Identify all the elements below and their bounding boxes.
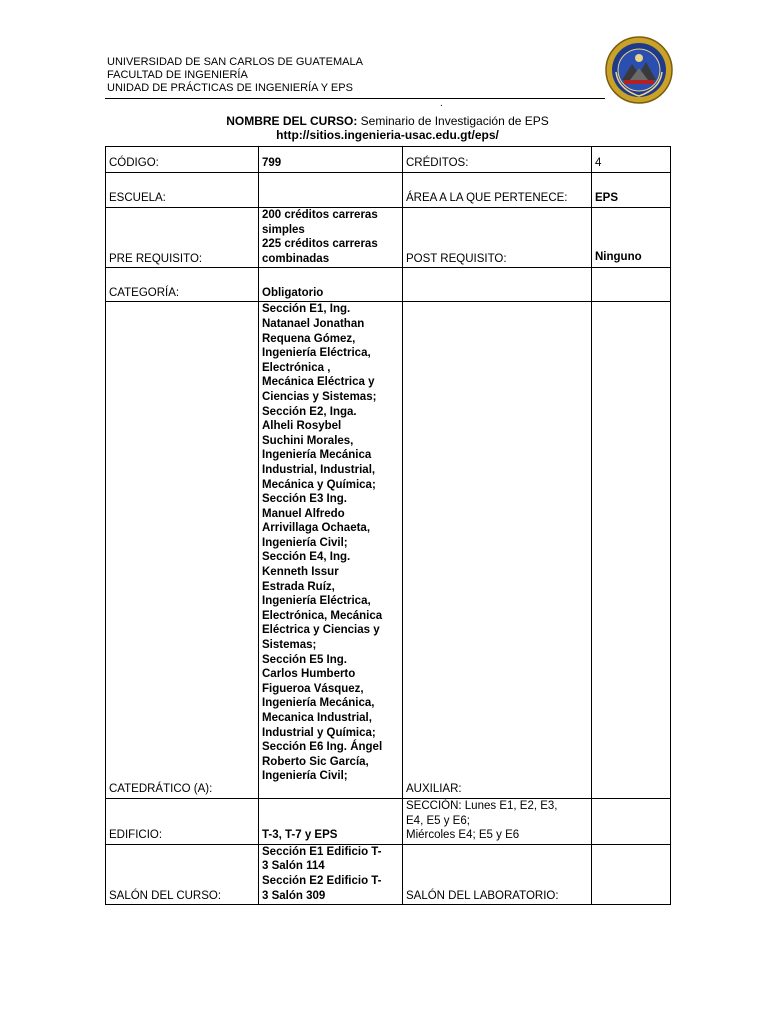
- categoria-empty-cell: [403, 268, 592, 302]
- unit-name: UNIDAD DE PRÁCTICAS DE INGENIERÍA Y EPS: [107, 82, 353, 94]
- seccion-value: [403, 798, 592, 844]
- catedratico-line: Ingeniería Mecánica: [262, 449, 372, 462]
- catedratico-line: Ciencias y Sistemas;: [262, 390, 377, 403]
- catedratico-line: Electrónica, Mecánica: [262, 609, 383, 622]
- postreq-value: Ninguno: [592, 208, 671, 268]
- salon-line: Sección E1 Edificio T-: [262, 845, 382, 858]
- catedratico-value: [259, 302, 403, 799]
- catedratico-line: Industrial, Industrial,: [262, 463, 376, 476]
- creditos-value: 4: [592, 147, 671, 173]
- catedratico-line: Eléctrica y Ciencias y: [262, 624, 380, 637]
- catedratico-line: Estrada Ruíz,: [262, 580, 335, 593]
- catedratico-line: Alheli Rosybel: [262, 420, 342, 433]
- catedratico-line: Sección E6 Ing. Ángel: [262, 741, 383, 754]
- faculty-name: FACULTAD DE INGENIERÍA: [107, 69, 248, 81]
- catedratico-line: Ingeniería Eléctrica,: [262, 595, 371, 608]
- prereq-label: PRE REQUISITO:: [106, 208, 259, 268]
- catedratico-line: Kenneth Issur: [262, 566, 339, 579]
- catedratico-label: CATEDRÁTICO (A):: [106, 302, 259, 799]
- university-seal-icon: [604, 34, 674, 106]
- row-categoria: [106, 268, 671, 302]
- escuela-label: ESCUELA:: [106, 173, 259, 208]
- course-title-value: Seminario de Investigación de EPS: [357, 114, 549, 128]
- catedratico-line: Sección E4, Ing.: [262, 551, 351, 564]
- salon-lab-value: [592, 844, 671, 904]
- course-title-block: [105, 114, 670, 142]
- catedratico-line: Figueroa Vásquez,: [262, 682, 364, 695]
- catedratico-line: Ingeniería Mecánica,: [262, 697, 375, 710]
- salon-line: Sección E2 Edificio T-: [262, 874, 382, 887]
- codigo-value: 799: [259, 147, 403, 173]
- seccion-line: SECCIÓN: Lunes E1, E2, E3,: [406, 799, 558, 812]
- catedratico-line: Sistemas;: [262, 639, 317, 652]
- catedratico-line: Natanael Jonathan: [262, 317, 365, 330]
- row-catedratico: [106, 302, 671, 799]
- document-header: [107, 56, 607, 95]
- course-title-label: NOMBRE DEL CURSO:: [226, 114, 358, 128]
- catedratico-line: Electrónica ,: [262, 361, 331, 374]
- prereq-line: simples: [262, 223, 305, 236]
- creditos-label: CRÉDITOS:: [403, 147, 592, 173]
- salon-line: 3 Salón 114: [262, 860, 325, 873]
- course-title: [105, 114, 670, 128]
- dot-mark: .: [440, 98, 443, 109]
- edificio-value: T-3, T-7 y EPS: [259, 798, 403, 844]
- row-requisitos: [106, 208, 671, 268]
- catedratico-line: Ingeniería Civil;: [262, 770, 348, 783]
- prereq-line: 225 créditos carreras: [262, 238, 378, 251]
- salon-lab-label: SALÓN DEL LABORATORIO:: [403, 844, 592, 904]
- catedratico-line: Manuel Alfredo: [262, 507, 345, 520]
- area-label: ÁREA A LA QUE PERTENECE:: [403, 173, 592, 208]
- catedratico-line: Sección E1, Ing.: [262, 303, 351, 316]
- edificio-empty-cell: [592, 798, 671, 844]
- catedratico-line: Carlos Humberto: [262, 668, 356, 681]
- catedratico-line: Ingeniería Eléctrica,: [262, 347, 371, 360]
- row-salon: [106, 844, 671, 904]
- auxiliar-label: AUXILIAR:: [403, 302, 592, 799]
- categoria-label: CATEGORÍA:: [106, 268, 259, 302]
- prereq-value: [259, 208, 403, 268]
- catedratico-line: Industrial y Química;: [262, 726, 376, 739]
- prereq-line: combinadas: [262, 252, 330, 265]
- seccion-line: Miércoles E4; E5 y E6: [406, 829, 520, 842]
- catedratico-line: Arrivillaga Ochaeta,: [262, 522, 371, 535]
- codigo-label: CÓDIGO:: [106, 147, 259, 173]
- catedratico-line: Mecánica y Química;: [262, 478, 376, 491]
- catedratico-line: Sección E3 Ing.: [262, 493, 347, 506]
- catedratico-line: Mecánica Eléctrica y: [262, 376, 375, 389]
- categoria-value: Obligatorio: [259, 268, 403, 302]
- categoria-empty-cell: [592, 268, 671, 302]
- catedratico-line: Ingeniería Civil;: [262, 536, 348, 549]
- edificio-label: EDIFICIO:: [106, 798, 259, 844]
- catedratico-line: Requena Gómez,: [262, 332, 356, 345]
- catedratico-line: Roberto Sic García,: [262, 755, 369, 768]
- catedratico-line: Suchini Morales,: [262, 434, 354, 447]
- row-escuela: [106, 173, 671, 208]
- salon-line: 3 Salón 309: [262, 889, 326, 902]
- postreq-label: POST REQUISITO:: [403, 208, 592, 268]
- escuela-value: [259, 173, 403, 208]
- catedratico-line: Sección E2, Inga.: [262, 405, 357, 418]
- prereq-line: 200 créditos carreras: [262, 209, 378, 221]
- salon-value: [259, 844, 403, 904]
- course-info-table: [105, 146, 671, 905]
- auxiliar-value: [592, 302, 671, 799]
- catedratico-line: Sección E5 Ing.: [262, 653, 347, 666]
- salon-label: SALÓN DEL CURSO:: [106, 844, 259, 904]
- header-divider: [105, 98, 605, 99]
- catedratico-line: Mecanica Industrial,: [262, 712, 372, 724]
- area-value: EPS: [592, 173, 671, 208]
- seccion-line: E4, E5 y E6;: [406, 814, 470, 827]
- course-url: http://sitios.ingenieria-usac.edu.gt/eps/: [276, 128, 499, 142]
- row-codigo: [106, 147, 671, 173]
- row-edificio: [106, 798, 671, 844]
- university-name: UNIVERSIDAD DE SAN CARLOS DE GUATEMALA: [107, 56, 363, 68]
